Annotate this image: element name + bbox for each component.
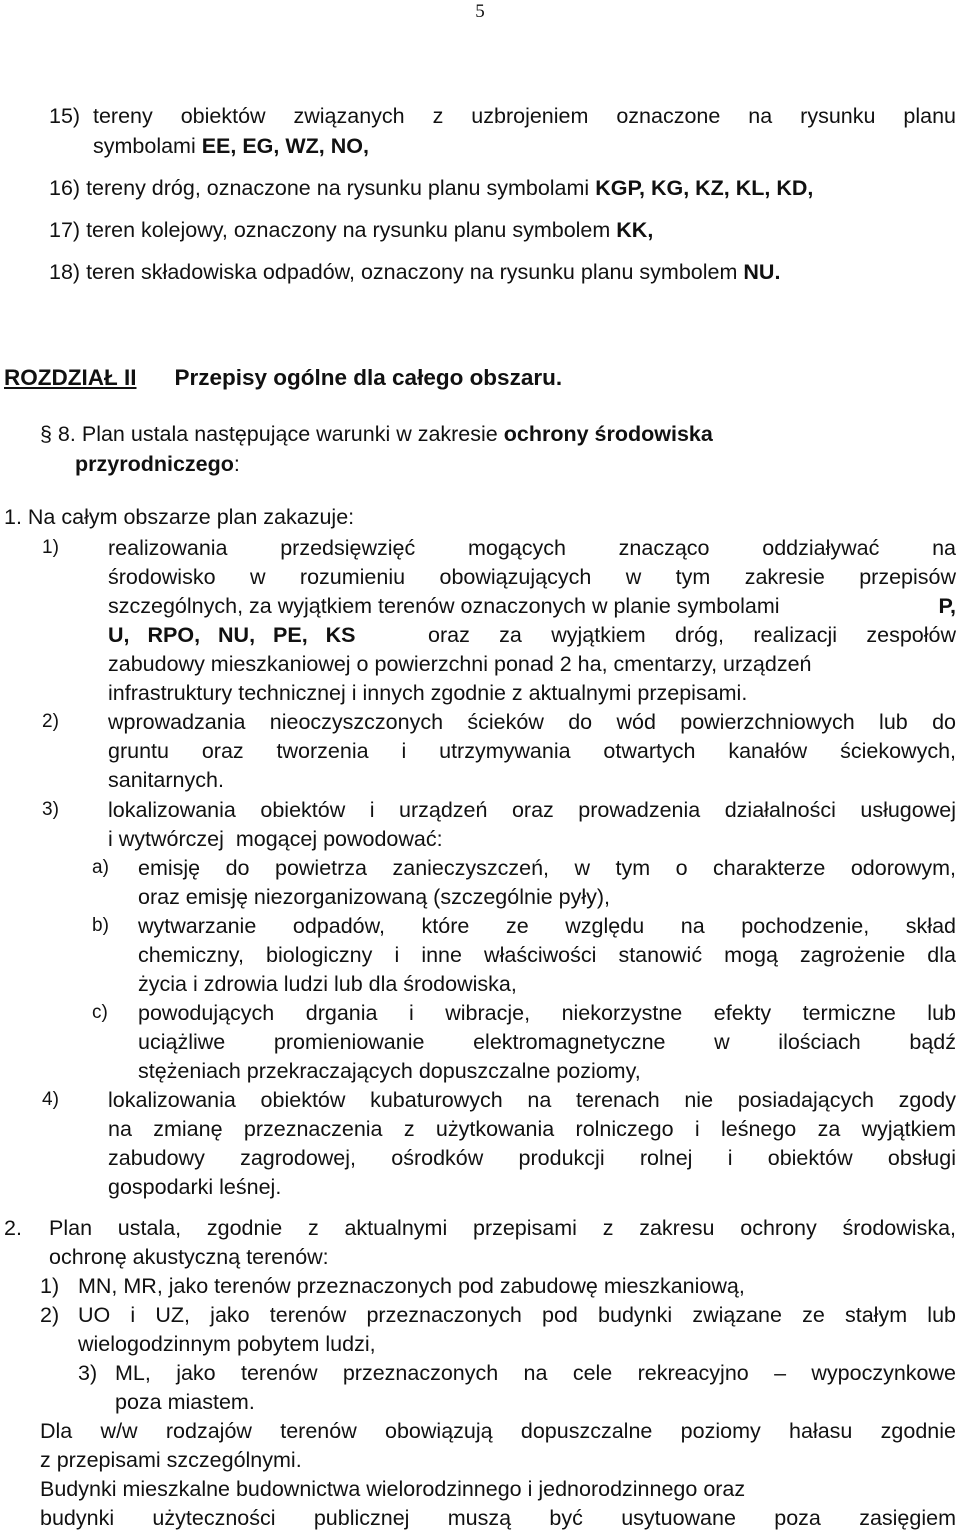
item-16 xyxy=(49,173,813,203)
p1-item1-line3 xyxy=(108,591,956,621)
section-8-bold2: przyrodniczego xyxy=(75,452,234,476)
item-15-prefix: symbolami xyxy=(93,134,202,158)
p1-item1-line3-symbol: P, xyxy=(938,594,956,618)
p1-item3a-line1: emisję do powietrza zanieczyszczeń, w tym o charakterze odorowym, xyxy=(138,856,956,880)
item-18-symbols: NU. xyxy=(743,260,781,284)
p2-note-line1: Dla w/w rodzajów terenów obowiązują dopuszczalne poziomy hałasu zgodnie xyxy=(40,1419,956,1443)
p1-item2-line3: sanitarnych. xyxy=(108,768,224,792)
item-15-line1: tereny obiektów związanych z uzbrojeniem oznaczone na rysunku planu xyxy=(93,104,956,128)
item-17-number: 17) xyxy=(49,218,81,242)
item-16-text: tereny dróg, oznaczone na rysunku planu symbolami xyxy=(86,176,596,200)
p2-item2-number: 2) xyxy=(40,1303,60,1327)
p2-item1-line1: MN, MR, jako terenów przeznaczonych pod zabudowę mieszkaniową, xyxy=(78,1274,745,1298)
p2-item2-line2: wielogodzinnym pobytem ludzi, xyxy=(78,1332,376,1356)
section-symbol: § 8. xyxy=(40,422,76,446)
item-17-text: teren kolejowy, oznaczony na rysunku planu symbolem xyxy=(86,218,617,242)
p1-item2-number: 2) xyxy=(42,711,59,732)
item-16-symbols: KGP, KG, KZ, KL, KD, xyxy=(595,176,814,200)
p2-item2-line1: UO i UZ, jako terenów przeznaczonych pod budynki związane ze stałym lub xyxy=(78,1303,956,1327)
item-15-line2 xyxy=(93,131,369,161)
p1-item3c-line1: powodujących drgania i wibracje, niekorzystne efekty termiczne lub xyxy=(138,1001,956,1025)
p1-item4-line2: na zmianę przeznaczenia z użytkowania rolniczego i leśnego za wyjątkiem xyxy=(108,1117,956,1141)
point-1-intro: 1. Na całym obszarze plan zakazuje: xyxy=(4,505,355,529)
p1-item3c-number: c) xyxy=(92,1002,108,1023)
point-2-line1: Plan ustala, zgodnie z aktualnymi przepisami z zakresu ochrony środowiska, xyxy=(49,1216,956,1240)
item-15-number: 15) xyxy=(49,104,81,128)
p1-item1-line6: infrastruktury technicznej i innych zgodnie z aktualnymi przepisami. xyxy=(108,681,748,705)
point-2-line2: ochronę akustyczną terenów: xyxy=(49,1245,329,1269)
p1-item1-line4-text: oraz za wyjątkiem dróg, realizacji zespołów xyxy=(428,623,956,647)
p1-item2-line2: gruntu oraz tworzenia i utrzymywania otwartych kanałów ściekowych, xyxy=(108,739,956,763)
p2-item3-line2: poza miastem. xyxy=(115,1390,255,1414)
p1-item3b-number: b) xyxy=(92,915,109,936)
p1-item1-line4 xyxy=(108,620,956,650)
p1-item3-line2: i wytwórczej mogącej powodować: xyxy=(108,827,443,851)
p2-last-line1: Budynki mieszkalne budownictwa wielorodzinnego i jednorodzinnego oraz xyxy=(40,1477,746,1501)
p1-item2-line1: wprowadzania nieoczyszczonych ścieków do wód powierzchniowych lub do xyxy=(108,710,956,734)
p1-item3b-line2: chemiczny, biologiczny i inne właściwości stanowić mogą zagrożenie dla xyxy=(138,943,956,967)
point-2-number: 2. xyxy=(4,1216,22,1240)
chapter-title: Przepisy ogólne dla całego obszaru. xyxy=(174,365,563,390)
p1-item1-line3-text: szczególnych, za wyjątkiem terenów oznaczonych w planie symbolami xyxy=(108,594,780,618)
page-number: 5 xyxy=(475,1,485,22)
p1-item4-line4: gospodarki leśnej. xyxy=(108,1175,282,1199)
section-8-tail: : xyxy=(233,452,240,476)
item-18-number: 18) xyxy=(49,260,81,284)
item-16-number: 16) xyxy=(49,176,81,200)
p1-item4-line1: lokalizowania obiektów kubaturowych na terenach nie posiadających zgody xyxy=(108,1088,956,1112)
p1-item4-number: 4) xyxy=(42,1089,59,1110)
item-18-text: teren składowiska odpadów, oznaczony na rysunku planu symbolem xyxy=(86,260,744,284)
p1-item1-symbols: U, RPO, NU, PE, KS xyxy=(108,623,356,647)
p1-item3a-number: a) xyxy=(92,857,109,878)
chapter-heading xyxy=(4,363,562,393)
p1-item1-line2: środowisko w rozumieniu obowiązujących w tym zakresie przepisów xyxy=(108,565,956,589)
p2-note-line2: z przepisami szczególnymi. xyxy=(40,1448,302,1472)
chapter-gap xyxy=(136,363,174,393)
p1-item3c-line2: uciążliwe promieniowanie elektromagnetyczne w ilościach bądź xyxy=(138,1030,956,1054)
section-8-line1 xyxy=(40,419,713,449)
p2-item3-line1: ML, jako terenów przeznaczonych na cele rekreacyjno – wypoczynkowe xyxy=(115,1361,956,1385)
p1-item1-number: 1) xyxy=(42,537,59,558)
p1-item3-line1: lokalizowania obiektów i urządzeń oraz prowadzenia działalności usługowej xyxy=(108,798,956,822)
item-17-symbols: KK, xyxy=(616,218,654,242)
chapter-label: ROZDZIAŁ II xyxy=(4,365,137,390)
p1-item1-line5: zabudowy mieszkaniowej o powierzchni ponad 2 ha, cmentarzy, urządzeń xyxy=(108,652,812,676)
p1-item3a-line2: oraz emisję niezorganizowaną (szczególnie pyły), xyxy=(138,885,611,909)
item-17 xyxy=(49,215,653,245)
p1-item1-line1: realizowania przedsięwzięć mogących znacząco oddziaływać na xyxy=(108,536,956,560)
section-8-bold1: ochrony środowiska xyxy=(503,422,713,446)
p1-item4-line3: zabudowy zagrodowej, ośrodków produkcji rolnej i obiektów obsługi xyxy=(108,1146,956,1170)
section-8-line2 xyxy=(75,449,240,479)
item-15-symbols: EE, EG, WZ, NO, xyxy=(201,134,369,158)
section-8-text: Plan ustala następujące warunki w zakresie xyxy=(81,422,504,446)
p2-item1-number: 1) xyxy=(40,1274,60,1298)
p1-item3b-line3: życia i zdrowia ludzi lub dla środowiska, xyxy=(138,972,517,996)
p2-last-line2: budynki użyteczności publicznej muszą być usytuowane poza zasięgiem xyxy=(40,1506,956,1530)
p1-item3b-line1: wytwarzanie odpadów, które ze względu na pochodzenie, skład xyxy=(138,914,956,938)
p1-item3-number: 3) xyxy=(42,799,59,820)
p1-item3c-line3: stężeniach przekraczających dopuszczalne poziomy, xyxy=(138,1059,641,1083)
item-18 xyxy=(49,257,780,287)
p2-item3-number: 3) xyxy=(78,1361,98,1385)
